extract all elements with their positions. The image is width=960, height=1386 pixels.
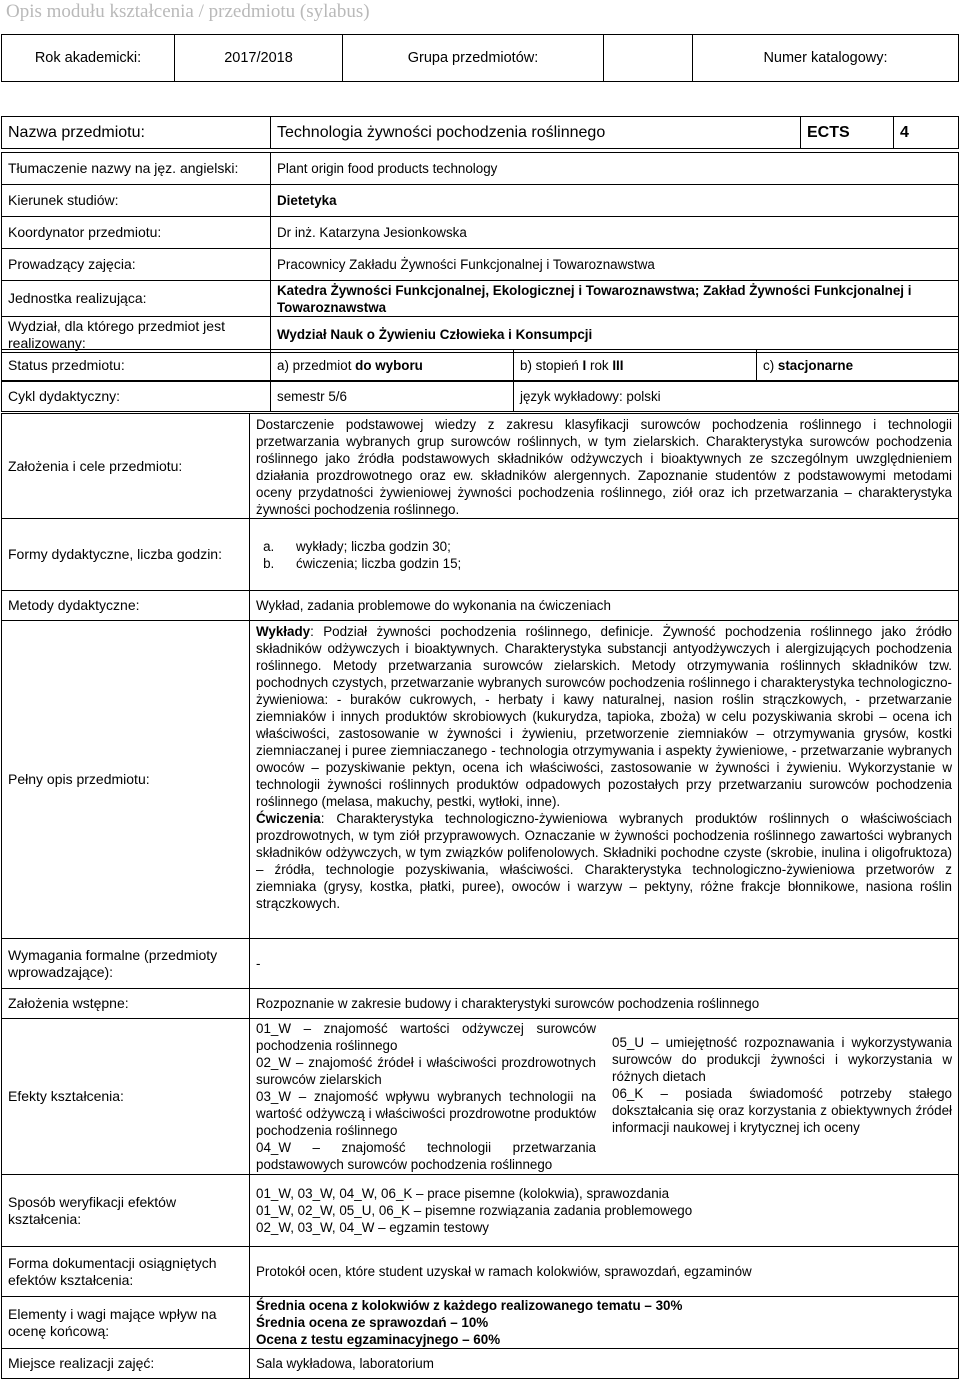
efekt-02w: 02_W – znajomość źródeł i właściwości prozdrowotnych surowców zielarskich (256, 1055, 596, 1087)
cykl-jezyk: język wykładowy: polski (514, 382, 959, 412)
weryfikacja-label: Sposób weryfikacji efektów kształcenia: (2, 1175, 250, 1247)
efekty-columns (256, 1020, 952, 1173)
metody-label: Metody dydaktyczne: (2, 591, 250, 621)
efekty-left (256, 1020, 596, 1173)
header-table (1, 34, 959, 82)
status-table (1, 349, 959, 381)
efekty-value (250, 1019, 959, 1175)
wymagania-value: - (250, 939, 959, 989)
grupa-label: Grupa przedmiotów: (343, 35, 604, 82)
cele-text: Dostarczenie podstawowej wiedzy z zakresu klasyfikacji surowców pochodzenia roślinnego i technologii przetwarzania wybranych grup surowców roślinnych, w tym zielarskich. Charakterystyka surowców pochodzenia roślinnego jako źródła podstawowych składników odżywczych i bioaktywnych ze szczególnym uwzględnieniem działania prozdrowotnego oraz ew. składników alergennych. Zapoznanie studentów z podstawowymi metodami oceny przydatności żywieniowej żywności pochodzenia roślinnego, ziół oraz ich przetwarzania – charakterystyka żywności pochodzenia roślinnego. (250, 414, 959, 519)
wagi-line: Średnia ocena z kolokwiów z każdego realizowanego tematu – 30% (256, 1298, 683, 1313)
miejsce-value: Sala wykładowa, laboratorium (250, 1349, 959, 1379)
rok-value: 2017/2018 (175, 35, 343, 82)
wagi-label: Elementy i wagi mające wpływ na ocenę końcową: (2, 1297, 250, 1349)
efekt-04w: 04_W – znajomość technologii przetwarzania podstawowych surowców pochodzenia roślinnego (256, 1140, 596, 1172)
opis-value (250, 621, 959, 939)
opis-wyklady-text: : Podział żywności pochodzenia roślinnego, definicje. Żywność pochodzenia roślinnego jako źródło składników odżywczych i bioaktywnych. Charakterystyka substancji antyodżywczych i alergizujących pochodzenia roślinnego. Metody przetwarzania surowców zielarskich. Metody otrzymywania roślinnych składników tzw. pochodnych czystych, przetwarzanie wybranych surowców pochodzenia roślinnego i charakterystyka technologiczno-żywieniowa: - buraków cukrowych, - herbaty i kawy naturalnej, nasion roślin strączkowych, - przetwarzanie ziemniaków i innych produktów skrobiowych (kukurydza, tapioka, zboża) w celu pozyskiwania skrobi – ocena ich właściwości, zastosowanie w żywności i żywieniu, przetworzenie ziemniaków – otrzymywania grysów, kostki ziemniaczanej i puree ziemniaczanego - technologia otrzymywania i aspekty żywieniowe, - przetwarzanie wybranych owoców – pozyskiwanie pektyn, ocena ich właściwości, zastosowanie w żywności i żywieniu. Wykorzystanie w technologii żywności roślinnych produktów odpadowych pozostałych przy przetwarzaniu surowców pochodzenia roślinnego (melasa, makuchy, pestki, wytłoki, inne). (256, 624, 952, 809)
wagi-line: Średnia ocena ze sprawozdań – 10% (256, 1315, 489, 1330)
efekty-label: Efekty kształcenia: (2, 1019, 250, 1175)
formy-value (250, 519, 959, 591)
efekt-06k: 06_K – posiada świadomość potrzeby stałego dokształcania się oraz korzystania z obiektywnych źródeł informacji naukowej i krytycznej ich oceny (612, 1086, 952, 1135)
opis-cwiczenia-text: : Charakterystyka technologiczno-żywieniowa wybranych produktów roślinnych o właściwościach prozdrowotnych, w tym ziół przyprawowych. Oznaczanie w żywności pochodzenia roślinnego zawartości wybranych składników odżywczych, w tym związków polifenolowych. Składniki pochodne czyste (skrobie, inulina i oligofruktoza) – źródła, technologie pozyskiwania, właściwości. Charakterystyka technologiczno-żywieniowa przetworów z ziemniaka (grysy, kostka, płatki, puree), owoców i warzyw – pektyny, różne frakcje błonnikowe, nasiona roślin strączkowych. (256, 811, 952, 911)
dokumentacja-label: Forma dokumentacji osiągniętych efektów kształcenia: (2, 1247, 250, 1297)
status-b: b) stopień I rok III (514, 350, 757, 381)
efekt-01w: 01_W – znajomość wartości odżywczej surowców pochodzenia roślinnego (256, 1021, 596, 1053)
dokumentacja-value: Protokół ocen, które student uzyskał w ramach kolokwiów, sprawozdań, egzaminów (250, 1247, 959, 1297)
weryfikacja-line: 02_W, 03_W, 04_W – egzamin testowy (256, 1220, 489, 1235)
efekt-03w: 03_W – znajomość wpływu wybranych technologii na wartość odżywczą i właściwości prozdrowotne produktów pochodzenia roślinnego (256, 1089, 596, 1138)
formy-list (256, 538, 952, 572)
wydzial-label: Wydział, dla którego przedmiot jest realizowany: (2, 317, 271, 353)
name-table (1, 116, 959, 149)
rok-label: Rok akademicki: (2, 35, 175, 82)
metody-value: Wykład, zadania problemowe do wykonania na ćwiczeniach (250, 591, 959, 621)
efekt-05u: 05_U – umiejętność rozpoznawania i wykorzystywania surowców do produkcji żywności i wykorzystania w różnych dietach (612, 1035, 952, 1084)
cele-label: Założenia i cele przedmiotu: (2, 414, 250, 519)
ects-label: ECTS (801, 117, 894, 149)
formy-item-wyklady: a. wykłady; liczba godzin 30; (278, 538, 952, 555)
cykl-semestr: semestr 5/6 (271, 382, 514, 412)
wstepne-label: Założenia wstępne: (2, 989, 250, 1019)
kierunek-value: Dietetyka (271, 185, 959, 217)
prowadzacy-label: Prowadzący zajęcia: (2, 249, 271, 281)
info-table (1, 152, 959, 353)
numer-label: Numer katalogowy: (693, 35, 959, 82)
kierunek-label: Kierunek studiów: (2, 185, 271, 217)
jednostka-label: Jednostka realizująca: (2, 281, 271, 317)
wydzial-value: Wydział Nauk o Żywieniu Człowieka i Konsumpcji (271, 317, 959, 353)
koordynator-value: Dr inż. Katarzyna Jesionkowska (271, 217, 959, 249)
wstepne-value: Rozpoznanie w zakresie budowy i charakterystyki surowców pochodzenia roślinnego (250, 989, 959, 1019)
status-label: Status przedmiotu: (2, 350, 271, 381)
opis-cwiczenia-label: Ćwiczenia (256, 811, 321, 826)
koordynator-label: Koordynator przedmiotu: (2, 217, 271, 249)
prowadzacy-value: Pracownicy Zakładu Żywności Funkcjonalnej i Towaroznawstwa (271, 249, 959, 281)
tlumaczenie-label: Tłumaczenie nazwy na jęz. angielski: (2, 153, 271, 185)
grupa-value (604, 35, 693, 82)
nazwa-label: Nazwa przedmiotu: (2, 117, 271, 149)
status-a: a) przedmiot do wyboru (271, 350, 514, 381)
efekty-right (612, 1020, 952, 1173)
formy-label: Formy dydaktyczne, liczba godzin: (2, 519, 250, 591)
formy-item-cwiczenia: b. ćwiczenia; liczba godzin 15; (278, 555, 952, 572)
opis-wyklady-label: Wykłady (256, 624, 311, 639)
document-title-bar (0, 0, 960, 32)
weryfikacja-line: 01_W, 02_W, 05_U, 06_K – pisemne rozwiązania zadania problemowego (256, 1203, 693, 1218)
jednostka-value: Katedra Żywności Funkcjonalnej, Ekologicznej i Towaroznawstwa; Zakład Żywności Funkcjonalnej i Towaroznawstwa (271, 281, 959, 317)
cykl-table (1, 381, 959, 412)
wagi-value (250, 1297, 959, 1349)
nazwa-value: Technologia żywności pochodzenia roślinnego (271, 117, 801, 149)
wagi-line: Ocena z testu egzaminacyjnego – 60% (256, 1332, 501, 1347)
wymagania-label: Wymagania formalne (przedmioty wprowadzające): (2, 939, 250, 989)
weryfikacja-line: 01_W, 03_W, 04_W, 06_K – prace pisemne (kolokwia), sprawozdania (256, 1186, 670, 1201)
miejsce-label: Miejsce realizacji zajęć: (2, 1349, 250, 1379)
cykl-label: Cykl dydaktyczny: (2, 382, 271, 412)
tlumaczenie-value: Plant origin food products technology (271, 153, 959, 185)
content-table (1, 413, 959, 1379)
status-c: c) stacjonarne (757, 350, 959, 381)
weryfikacja-value (250, 1175, 959, 1247)
document-title: Opis modułu kształcenia / przedmiotu (sylabus) (6, 1, 370, 22)
ects-value: 4 (894, 117, 959, 149)
opis-label: Pełny opis przedmiotu: (2, 621, 250, 939)
